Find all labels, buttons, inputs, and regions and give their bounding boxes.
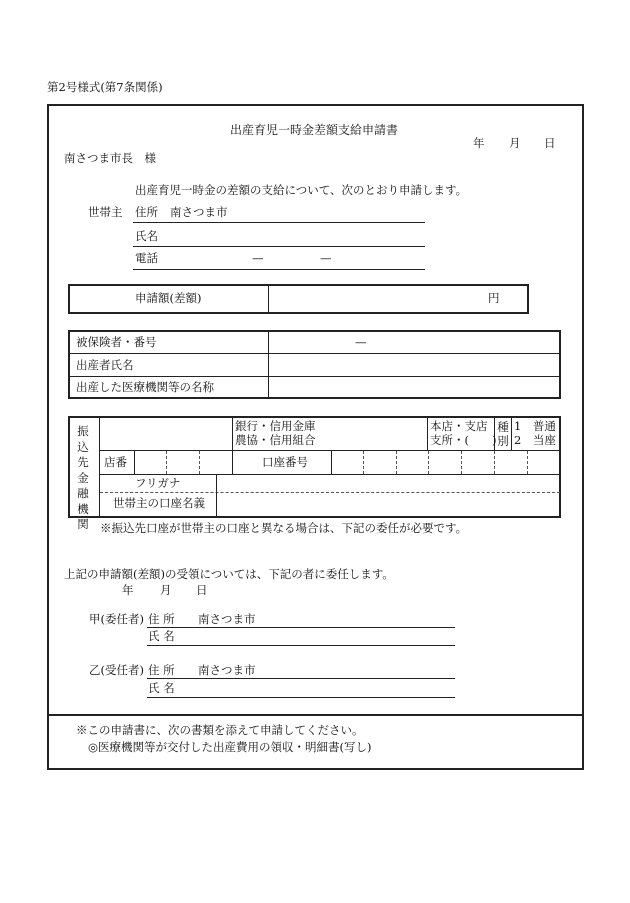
store-no-box-start [134, 451, 135, 474]
date-day: 日 [544, 136, 556, 150]
bank-type-2: 農協・信用組合 [235, 433, 316, 447]
amount-input[interactable] [270, 286, 480, 312]
delegator-address-label: 住 所 [148, 612, 175, 626]
phone-dash-2: — [320, 251, 332, 265]
account-no-dash-6 [527, 451, 528, 474]
bank-side-col [99, 417, 100, 517]
account-kind-label: 種別 [497, 420, 509, 448]
delegator-address-line[interactable] [147, 627, 455, 628]
intro-text: 出産育児一時金の差額の支給について、次のとおり申請します。 [135, 183, 468, 197]
householder-label: 世帯主 [88, 205, 123, 219]
delegator-address-value: 南さつま市 [198, 612, 256, 626]
mother-name-label: 出産者氏名 [76, 358, 134, 372]
delegatee-label: 乙(受任者) [89, 663, 144, 677]
amount-divider [268, 285, 269, 313]
account-kind-2: 2 当座 [514, 433, 556, 447]
insured-dash: — [355, 335, 367, 349]
delegation-day: 日 [196, 583, 208, 597]
phone-underline[interactable] [133, 269, 425, 270]
date-month: 月 [509, 136, 521, 150]
store-no-dash-1 [166, 451, 167, 474]
account-kind-1: 1 普通 [514, 419, 556, 433]
account-no-dash-2 [396, 451, 397, 474]
delegation-year: 年 [122, 583, 134, 597]
account-no-dash-4 [461, 451, 462, 474]
bank-row-line-2 [100, 474, 560, 475]
delegator-name-line[interactable] [147, 645, 455, 646]
address-underline[interactable] [133, 222, 425, 223]
account-no-box-start [331, 451, 332, 474]
footer-note-2: ◎医療機関等が交付した出産費用の領収・明細書(写し) [88, 740, 372, 754]
phone-label: 電話 [135, 251, 158, 265]
delegator-label: 甲(委任者) [89, 612, 144, 626]
info-row-line-2 [69, 376, 560, 377]
insured-label: 被保険者・番号 [76, 335, 157, 349]
account-no-dash-1 [363, 451, 364, 474]
amount-label: 申請額(差額) [135, 291, 202, 305]
furigana-label: フリガナ [135, 476, 181, 490]
form-title: 出産育児一時金差額支給申請書 [230, 123, 399, 137]
form-number: 第2号様式(第7条関係) [47, 80, 163, 94]
bank-col-branch [427, 417, 428, 450]
bank-note: ※振込先口座が世帯主の口座と異なる場合は、下記の委任が必要です。 [100, 521, 468, 535]
footer-note-1: ※この申請書に、次の書類を添えて申請してください。 [76, 723, 364, 737]
amount-unit: 円 [488, 291, 500, 305]
delegation-statement: 上記の申請額(差額)の受領については、下記の者に委任します。 [64, 567, 394, 581]
address-value: 南さつま市 [170, 205, 228, 219]
address-label: 住所 [135, 205, 158, 219]
delegation-month: 月 [160, 583, 172, 597]
delegatee-address-value: 南さつま市 [198, 663, 256, 677]
store-no-label: 店番 [104, 455, 127, 469]
account-no-dash-5 [494, 451, 495, 474]
phone-dash-1: — [252, 251, 264, 265]
name-underline[interactable] [133, 246, 425, 247]
footer-divider [48, 714, 583, 716]
delegator-name-label: 氏 名 [148, 629, 175, 643]
facility-label: 出産した医療機関等の名称 [76, 380, 214, 394]
bank-type-1: 銀行・信用金庫 [235, 419, 316, 433]
delegatee-name-label: 氏 名 [148, 681, 175, 695]
account-no-label: 口座番号 [262, 455, 308, 469]
account-no-dash-3 [428, 451, 429, 474]
bank-row-line-1 [100, 450, 560, 451]
bank-side-label: 振込先金融機関 [77, 424, 89, 531]
delegatee-address-line[interactable] [147, 678, 455, 679]
bank-row-dash [100, 492, 560, 493]
bank-col-furigana [216, 474, 217, 517]
date-year: 年 [473, 136, 485, 150]
branch-type-1: 本店・支店 [430, 419, 488, 433]
account-holder-label: 世帯主の口座名義 [113, 496, 205, 510]
info-row-line-1 [69, 353, 560, 354]
branch-type-2: 支所・( ) [430, 433, 497, 447]
addressee: 南さつま市長 様 [64, 151, 156, 165]
info-col-line [268, 331, 269, 398]
bank-col-type [232, 417, 233, 474]
delegatee-name-line[interactable] [147, 697, 455, 698]
name-label: 氏名 [135, 229, 158, 243]
bank-col-kind-value [511, 417, 512, 450]
delegatee-address-label: 住 所 [148, 663, 175, 677]
store-no-dash-2 [199, 451, 200, 474]
